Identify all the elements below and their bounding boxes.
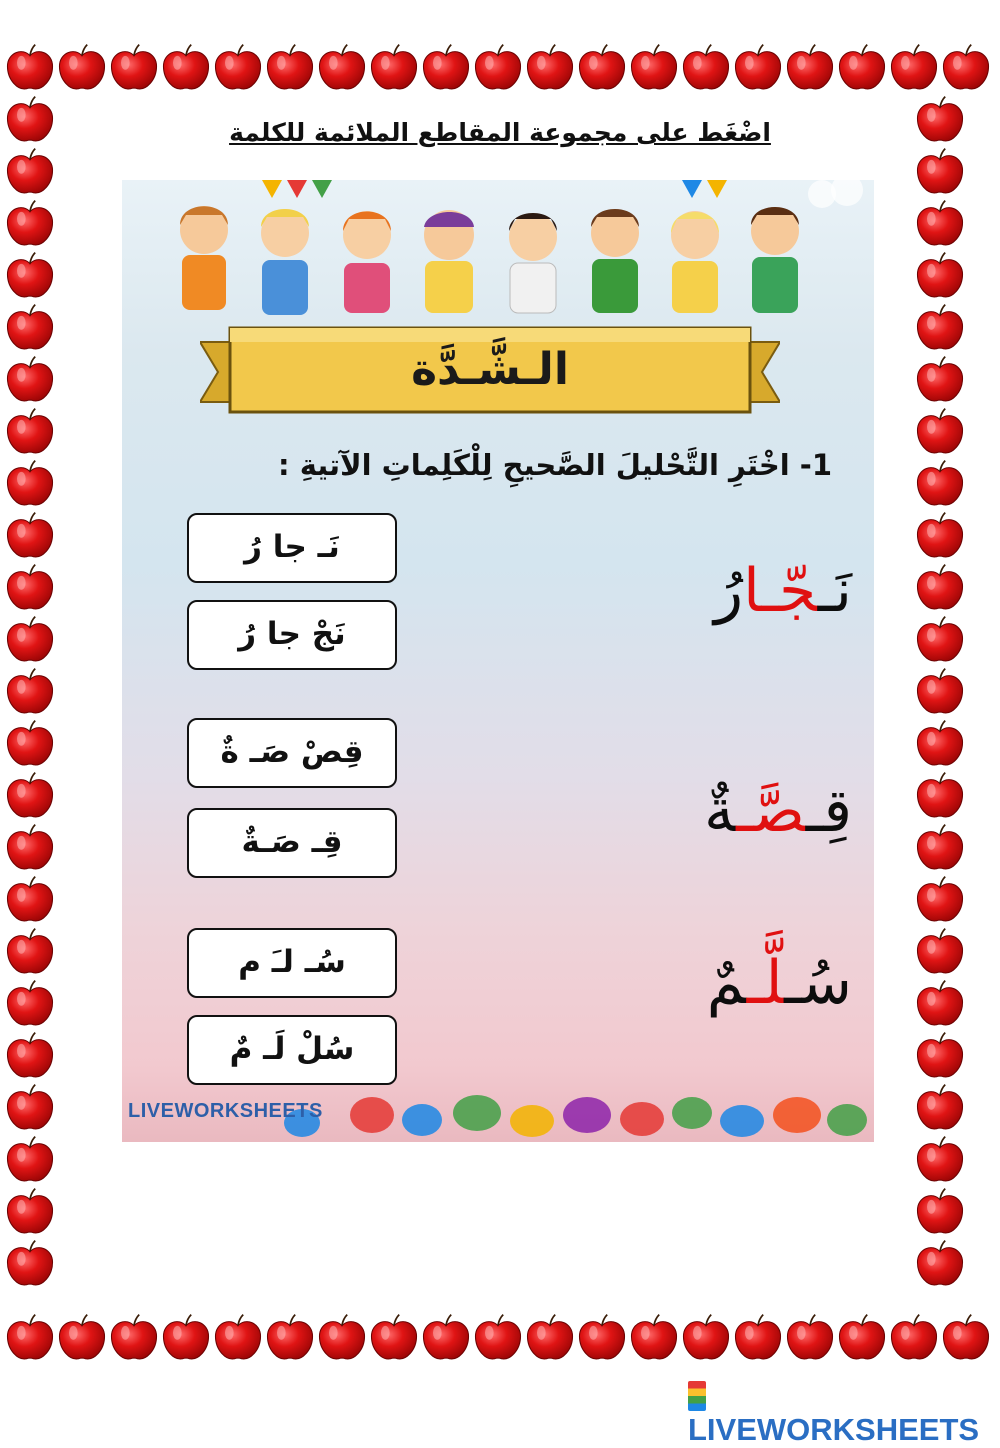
apple-border-icon xyxy=(423,45,468,89)
apple-border-icon xyxy=(917,97,962,141)
apple-border-icon xyxy=(7,409,52,453)
apple-border-icon xyxy=(839,1315,884,1359)
apple-border-icon xyxy=(943,45,988,89)
apple-border-icon xyxy=(527,1315,572,1359)
apple-border-icon xyxy=(735,1315,780,1359)
apple-border-icon xyxy=(7,721,52,765)
apple-border-icon xyxy=(787,1315,832,1359)
liveworksheets-logo-icon xyxy=(688,1381,706,1411)
apple-border-icon xyxy=(917,253,962,297)
apple-border-icon xyxy=(891,1315,936,1359)
worksheet-card xyxy=(122,180,874,1142)
word-3-after: مٌ xyxy=(706,948,747,1018)
apple-border-icon xyxy=(7,825,52,869)
word-1-after: رُ xyxy=(714,556,744,626)
word-2-highlight: صَّـ xyxy=(736,776,806,846)
apple-border-icon xyxy=(371,1315,416,1359)
apple-border-icon xyxy=(527,45,572,89)
apple-border-icon xyxy=(917,981,962,1025)
word-2-after: ةٌ xyxy=(703,776,737,846)
option-3a-button[interactable]: سُـ لـَ م xyxy=(187,928,397,998)
apple-border-icon xyxy=(917,461,962,505)
word-3-highlight: لَّـ xyxy=(746,948,785,1018)
apple-border-icon xyxy=(7,305,52,349)
apple-border-icon xyxy=(917,773,962,817)
apple-border-icon xyxy=(917,1033,962,1077)
apple-border-icon xyxy=(7,1315,52,1359)
apple-border-icon xyxy=(7,1085,52,1129)
apple-border-icon xyxy=(787,45,832,89)
apple-border-icon xyxy=(839,45,884,89)
apple-border-icon xyxy=(917,565,962,609)
apple-border-icon xyxy=(371,45,416,89)
apple-border-icon xyxy=(475,1315,520,1359)
apple-border-icon xyxy=(111,1315,156,1359)
apple-border-icon xyxy=(917,877,962,921)
apple-border-icon xyxy=(917,1241,962,1285)
apple-border-icon xyxy=(215,45,260,89)
apple-border-icon xyxy=(7,1033,52,1077)
apple-border-icon xyxy=(7,97,52,141)
apple-border-icon xyxy=(7,45,52,89)
target-word-3 xyxy=(707,950,852,1016)
apple-border-icon xyxy=(917,513,962,557)
page-watermark xyxy=(688,1376,1000,1448)
apple-border-icon xyxy=(917,305,962,349)
question-line xyxy=(278,448,832,482)
question-text: اخْتَرِ التَّحْليلَ الصَّحيحِ لِلْكَلِماتِ الآتيةِ : xyxy=(278,448,790,482)
page-watermark-text: LIVEWORKSHEETS xyxy=(688,1412,980,1447)
apple-border-icon xyxy=(917,825,962,869)
word-1-before: نَـ xyxy=(817,556,852,626)
apple-border-icon xyxy=(891,45,936,89)
apple-border-icon xyxy=(917,617,962,661)
apple-border-icon xyxy=(917,149,962,193)
apple-border-icon xyxy=(7,773,52,817)
apple-border-icon xyxy=(59,45,104,89)
option-2b-button[interactable]: قِـ صَـةٌ xyxy=(187,808,397,878)
apple-border-icon xyxy=(735,45,780,89)
apple-border-icon xyxy=(7,929,52,973)
apple-border-icon xyxy=(917,1085,962,1129)
target-word-1 xyxy=(714,558,852,624)
word-3-before: سُـ xyxy=(784,948,852,1018)
apple-border-icon xyxy=(59,1315,104,1359)
apple-border-icon xyxy=(917,409,962,453)
word-2-before: قِـ xyxy=(805,776,852,846)
apple-border-icon xyxy=(917,1137,962,1181)
apple-border-icon xyxy=(7,357,52,401)
apple-border-icon xyxy=(319,45,364,89)
apple-border-icon xyxy=(917,201,962,245)
apple-border-icon xyxy=(163,1315,208,1359)
apple-border-icon xyxy=(7,461,52,505)
apple-border-icon xyxy=(319,1315,364,1359)
apple-border-icon xyxy=(7,617,52,661)
apple-border-icon xyxy=(7,513,52,557)
card-watermark: LIVEWORKSHEETS xyxy=(128,1100,323,1122)
word-1-highlight: جّـا xyxy=(743,556,818,626)
apple-border-icon xyxy=(917,357,962,401)
apple-border-icon xyxy=(7,1137,52,1181)
apple-border-icon xyxy=(111,45,156,89)
apple-border-icon xyxy=(475,45,520,89)
apple-border-icon xyxy=(215,1315,260,1359)
apple-border-icon xyxy=(7,1241,52,1285)
apple-border-icon xyxy=(7,201,52,245)
apple-border-icon xyxy=(7,149,52,193)
lesson-title: الـشَّـدَّة xyxy=(411,344,569,395)
apple-border-icon xyxy=(631,45,676,89)
apple-border-icon xyxy=(7,1189,52,1233)
apple-border-icon xyxy=(579,45,624,89)
apple-border-icon xyxy=(917,721,962,765)
apple-border-icon xyxy=(7,669,52,713)
apple-border-icon xyxy=(579,1315,624,1359)
apple-border-icon xyxy=(943,1315,988,1359)
target-word-2 xyxy=(704,778,852,844)
option-3b-button[interactable]: سُلْ لَـ مٌ xyxy=(187,1015,397,1085)
apple-border-icon xyxy=(7,253,52,297)
apple-border-icon xyxy=(917,1189,962,1233)
apple-border-icon xyxy=(267,1315,312,1359)
apple-border-icon xyxy=(683,45,728,89)
apple-border-icon xyxy=(7,981,52,1025)
apple-border-icon xyxy=(631,1315,676,1359)
option-1a-button[interactable]: نَـ جا رُ xyxy=(187,513,397,583)
apple-border-icon xyxy=(7,565,52,609)
apple-border-icon xyxy=(917,669,962,713)
question-number: 1- xyxy=(799,448,832,482)
apple-border-icon xyxy=(267,45,312,89)
apple-border-icon xyxy=(7,877,52,921)
option-2a-button[interactable]: قِصْ صَـ ةٌ xyxy=(187,718,397,788)
apple-border-icon xyxy=(917,929,962,973)
option-1b-button[interactable]: نَجْ جا رُ xyxy=(187,600,397,670)
apple-border-icon xyxy=(683,1315,728,1359)
apple-border-icon xyxy=(423,1315,468,1359)
instruction-heading: اضْغَط على مجموعة المقاطع الملائمة للكلمة xyxy=(229,118,771,147)
apple-border-icon xyxy=(163,45,208,89)
kids-illustration xyxy=(122,185,874,335)
